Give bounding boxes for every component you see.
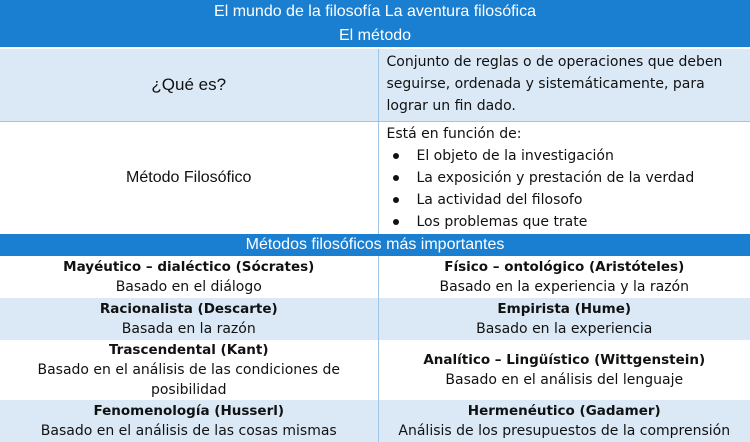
document-title: El mundo de la filosofía La aventura filosófica bbox=[0, 0, 750, 24]
method-description: Análisis de los presupuestos de la comprensión bbox=[379, 421, 750, 441]
method-name: Trascendental (Kant) bbox=[0, 340, 378, 360]
bullet-icon bbox=[393, 175, 399, 181]
table-row bbox=[0, 298, 750, 340]
method-name: Fenomenología (Husserl) bbox=[0, 401, 378, 421]
philosophical-method-row bbox=[0, 122, 750, 235]
what-is-definition: Conjunto de reglas o de operaciones que deben seguirse, ordenada y sistemáticamente, para lograr un fin dado. bbox=[378, 48, 750, 122]
method-cell bbox=[378, 400, 750, 442]
list-item bbox=[387, 145, 745, 167]
method-description: Basado en el análisis del lenguaje bbox=[379, 370, 750, 390]
list-item bbox=[387, 189, 745, 211]
method-description: Basado en el diálogo bbox=[0, 277, 378, 297]
table-row bbox=[0, 400, 750, 442]
method-description: Basado en la experiencia bbox=[379, 319, 750, 339]
method-factor-list bbox=[387, 145, 745, 233]
philosophical-method-label: Método Filosófico bbox=[0, 122, 378, 235]
philosophical-method-details bbox=[378, 122, 750, 235]
method-cell bbox=[0, 400, 378, 442]
what-is-label: ¿Qué es? bbox=[0, 48, 378, 122]
method-name: Analítico – Lingüístico (Wittgenstein) bbox=[379, 350, 750, 370]
method-cell bbox=[0, 298, 378, 340]
method-name: Empirista (Hume) bbox=[379, 299, 750, 319]
list-item-text: La actividad del filosofo bbox=[417, 192, 583, 208]
section-title-method: El método bbox=[0, 24, 750, 48]
bullet-icon bbox=[393, 197, 399, 203]
list-item bbox=[387, 167, 745, 189]
table-row bbox=[0, 256, 750, 298]
method-description: Basado en la experiencia y la razón bbox=[379, 277, 750, 297]
list-item-text: La exposición y prestación de la verdad bbox=[417, 170, 695, 186]
list-item bbox=[387, 211, 745, 233]
bullet-icon bbox=[393, 219, 399, 225]
section-title-methods: Métodos filosóficos más importantes bbox=[0, 234, 750, 256]
method-name: Racionalista (Descarte) bbox=[0, 299, 378, 319]
method-cell bbox=[378, 298, 750, 340]
method-name: Hermenéutico (Gadamer) bbox=[379, 401, 750, 421]
table-row bbox=[0, 340, 750, 400]
list-item-text: Los problemas que trate bbox=[417, 214, 588, 230]
method-description: Basada en la razón bbox=[0, 319, 378, 339]
method-intro: Está en función de: bbox=[387, 123, 745, 145]
method-cell bbox=[378, 340, 750, 400]
method-cell bbox=[378, 256, 750, 298]
method-description: Basado en el análisis de las cosas mismas bbox=[0, 421, 378, 441]
method-cell bbox=[0, 340, 378, 400]
bullet-icon bbox=[393, 153, 399, 159]
what-is-row bbox=[0, 48, 750, 122]
method-description: Basado en el análisis de las condiciones de posibilidad bbox=[0, 360, 378, 400]
method-cell bbox=[0, 256, 378, 298]
method-name: Físico – ontológico (Aristóteles) bbox=[379, 257, 750, 277]
list-item-text: El objeto de la investigación bbox=[417, 148, 614, 164]
method-name: Mayéutico – dialéctico (Sócrates) bbox=[0, 257, 378, 277]
